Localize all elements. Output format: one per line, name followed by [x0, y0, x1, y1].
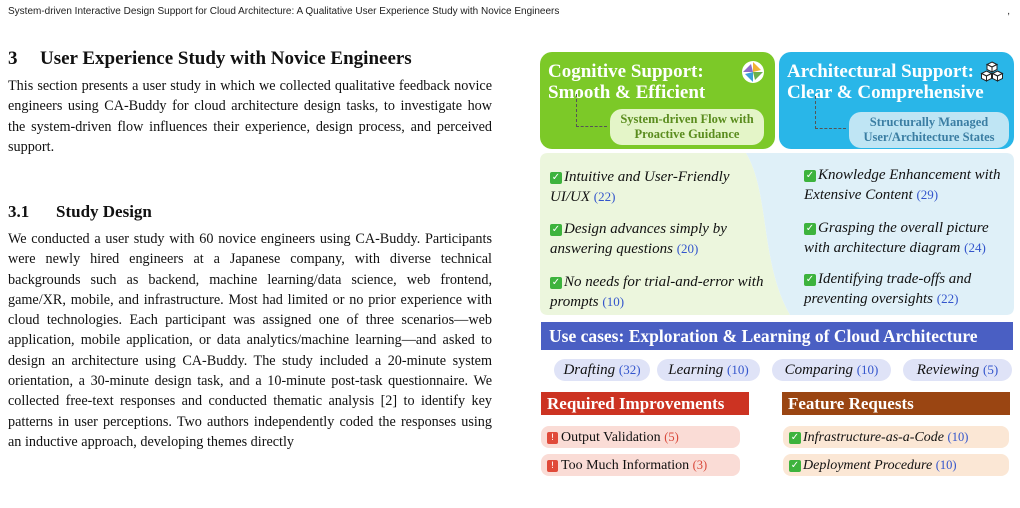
cognitive-title-line2: Smooth & Efficient — [548, 82, 706, 103]
cognitive-item-1 — [550, 168, 750, 207]
architectural-item-1-count: (29) — [916, 187, 939, 202]
running-head — [8, 6, 1012, 17]
architectural-subtag — [849, 112, 1009, 148]
use-case-label: Comparing — [784, 362, 853, 378]
cognitive-sub-line2: Proactive Guidance — [634, 127, 740, 141]
intro-paragraph: This section presents a user study in which we collected qualitative feedback novice engineers using CA-Buddy for cloud architecture design tasks, to investigate how the system-driven flow influences their experience, design process, and perceived support. — [8, 78, 492, 155]
architectural-item-3-count: (22) — [936, 291, 959, 306]
feature-count: (10) — [935, 458, 957, 472]
cognitive-item-1-text: Intuitive and User-Friendly UI/UX — [550, 169, 730, 205]
improvement-label: Too Much Information — [561, 458, 690, 473]
check-icon: ✓ — [551, 172, 561, 183]
use-case-learning — [657, 359, 760, 381]
required-improvements-title: Required Improvements — [541, 392, 749, 415]
section-heading — [8, 48, 492, 70]
cognitive-item-2-text: Design advances simply by answering questions — [550, 221, 727, 257]
feature-label: Infrastructure-as-a-Code — [803, 430, 945, 445]
architectural-item-3 — [804, 270, 1009, 309]
section-title: User Experience Study with Novice Engineers — [40, 48, 412, 69]
benefits-panel — [540, 153, 1014, 315]
cognitive-item-2-count: (20) — [676, 241, 699, 256]
use-case-count: (10) — [856, 362, 879, 377]
feature-count: (10) — [947, 430, 969, 444]
architectural-connector — [815, 96, 846, 129]
improvement-count: (3) — [692, 458, 708, 472]
cognitive-item-3-text: No needs for trial-and-error with prompts — [550, 274, 764, 310]
check-icon: ✓ — [551, 224, 561, 235]
alert-icon: ! — [547, 460, 558, 472]
cognitive-title — [548, 61, 705, 103]
alert-icon: ! — [547, 432, 558, 444]
check-icon: ✓ — [805, 274, 815, 285]
use-case-label: Learning — [668, 362, 724, 378]
feature-iac — [783, 426, 1009, 448]
check-icon: ✓ — [805, 170, 815, 181]
use-case-count: (10) — [727, 362, 749, 377]
architectural-support-box — [779, 52, 1014, 149]
architectural-item-1-text: Knowledge Enhancement with Extensive Content — [804, 167, 1001, 203]
check-icon: ✓ — [790, 460, 800, 471]
improvement-count: (5) — [664, 430, 679, 444]
architectural-title-line1: Architectural Support: — [787, 61, 974, 82]
cubes-icon — [980, 60, 1004, 84]
use-case-label: Drafting — [563, 362, 616, 378]
cognitive-connector — [576, 94, 607, 127]
use-case-label: Reviewing — [916, 362, 980, 378]
cognitive-item-2 — [550, 220, 756, 259]
check-icon: ✓ — [805, 223, 815, 234]
cognitive-support-box — [540, 52, 775, 149]
use-case-reviewing — [903, 359, 1012, 381]
use-cases-title: Use cases: Exploration & Learning of Cloud Architecture — [541, 322, 1013, 350]
feature-requests-title: Feature Requests — [782, 392, 1010, 415]
cognitive-item-3 — [550, 273, 765, 312]
feature-label: Deployment Procedure — [803, 458, 933, 473]
feature-deployment — [783, 454, 1009, 476]
figure — [540, 52, 1014, 482]
subsection-title: Study Design — [56, 202, 152, 221]
study-design-paragraph: We conducted a user study with 60 novice engineers using CA-Buddy. Participants were newly hired engineers at a Japanese company, with diverse technical backgrounds such as backend, machine learning/data science, web frontend, game/XR, mobile, and infrastructure. Most had limited or no prior experience with cloud technologies. Each participant was assigned one of three scenarios—web application, mobile application, or data analytics/machine learning—and asked to design an architecture using CA-Buddy. The study included a 20-minute system orientation, a 30-minute design task, and a 10-minute post-task questionnaire. We collected free-text responses and conducted thematic analysis [2] to identify key patterns in user perceptions. Two authors independently coded the responses using an inductive approach, developing themes directly — [8, 231, 492, 450]
architectural-title-line2: Clear & Comprehensive — [787, 82, 984, 103]
use-case-count: (32) — [618, 362, 641, 377]
running-head-title: System-driven Interactive Design Support for Cloud Architecture: A Qualitative User Experience Study with Novice Engineers — [8, 6, 560, 17]
cognitive-subtag — [610, 109, 764, 145]
architectural-item-1 — [804, 166, 1014, 205]
use-case-count: (5) — [983, 362, 999, 377]
running-head-suffix: , — [1007, 6, 1010, 17]
architectural-item-2-count: (24) — [964, 240, 986, 255]
improvement-output-validation — [541, 426, 740, 448]
architectural-item-2-text: Grasping the overall picture with architecture diagram — [804, 220, 989, 256]
improvement-label: Output Validation — [561, 430, 661, 445]
cognitive-title-line1: Cognitive Support: — [548, 61, 704, 82]
architectural-sub-line1: Structurally Managed — [869, 115, 989, 129]
use-case-comparing — [772, 359, 891, 381]
cognitive-item-1-count: (22) — [593, 189, 616, 204]
subsection-heading — [8, 202, 152, 222]
puzzle-pieces-icon — [741, 60, 765, 84]
improvement-too-much-information — [541, 454, 740, 476]
subsection-number: 3.1 — [8, 202, 30, 221]
section-number: 3 — [8, 48, 18, 69]
cognitive-item-3-count: (10) — [602, 294, 625, 309]
cognitive-sub-line1: System-driven Flow with — [620, 112, 754, 126]
text-column — [8, 48, 492, 450]
check-icon: ✓ — [551, 277, 561, 288]
use-case-drafting — [554, 359, 650, 381]
architectural-item-3-text: Identifying trade-offs and preventing oversights — [804, 271, 972, 307]
architectural-sub-line2: User/Architecture States — [863, 130, 995, 144]
check-icon: ✓ — [790, 432, 800, 443]
architectural-item-2 — [804, 219, 1014, 258]
